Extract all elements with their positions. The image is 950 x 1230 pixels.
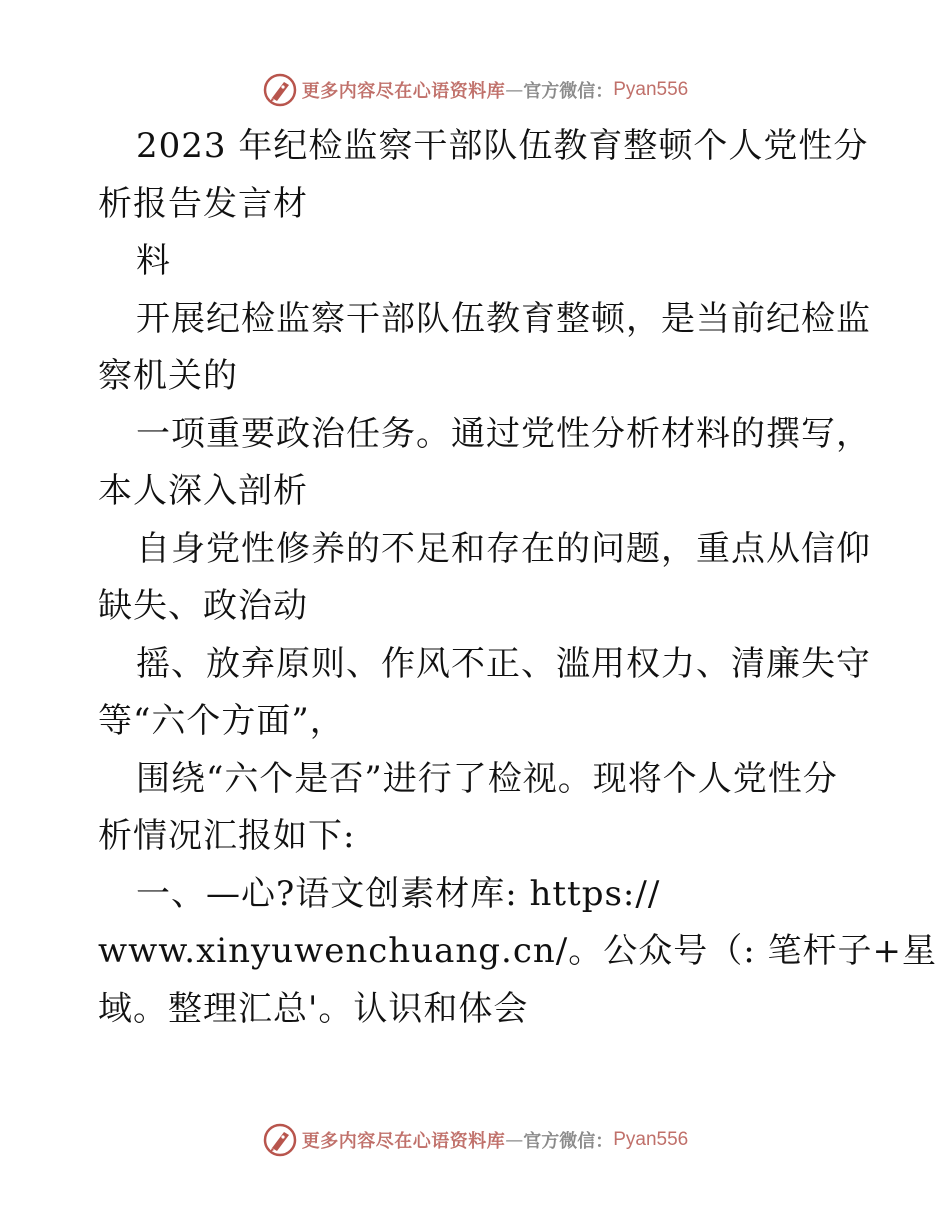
paragraph-line: 本人深入剖析	[98, 471, 308, 511]
watermark-dash: —	[505, 79, 524, 101]
paragraph-line: 自身党性修养的不足和存在的问题，重点从信仰	[136, 528, 871, 569]
pen-nib-logo-icon	[262, 72, 298, 108]
paragraph-line: 察机关的	[98, 356, 238, 396]
pen-nib-logo-icon	[262, 1122, 298, 1158]
paragraph-line: 摇、放弃原则、作风不正、滥用权力、清廉失守	[136, 643, 871, 684]
watermark-wechat-label: 官方微信：	[523, 1131, 614, 1152]
paragraph-line: 围绕“六个是否”进行了检视。现将个人党性分	[136, 758, 838, 799]
paragraph-line: 一项重要政治任务。通过党性分析材料的撰写，	[136, 413, 871, 454]
paragraph-line: www.xinyuwenchuang.cn/。公众号（: 笔杆子+星	[98, 931, 937, 971]
paragraph-line: 域。整理汇总'。认识和体会	[98, 988, 529, 1029]
document-body	[98, 118, 937, 1038]
footer-watermark	[0, 1120, 950, 1160]
watermark-wechat-label: 官方微信：	[523, 81, 614, 102]
title-line-1: 2023 年纪检监察干部队伍教育整顿个人党性分	[136, 126, 869, 166]
header-watermark	[0, 70, 950, 110]
paragraph-line: 等“六个方面”，	[98, 701, 345, 741]
watermark-dash: —	[505, 1129, 524, 1151]
title-line-2: 析报告发言材	[98, 183, 308, 224]
watermark-wechat-id: Pyan556	[613, 79, 689, 100]
section-heading-line: 一、—心?语文创素材库: https://	[136, 873, 661, 914]
title-line-3: 料	[136, 241, 171, 281]
paragraph-line: 析情况汇报如下:	[98, 816, 356, 856]
paragraph-line: 缺失、政治动	[98, 586, 308, 626]
paragraph-line: 开展纪检监察干部队伍教育整顿，是当前纪检监	[136, 298, 871, 339]
watermark-main-text: 更多内容尽在心语资料库	[301, 81, 506, 102]
watermark-main-text: 更多内容尽在心语资料库	[301, 1131, 506, 1152]
watermark-wechat-id: Pyan556	[613, 1129, 689, 1150]
